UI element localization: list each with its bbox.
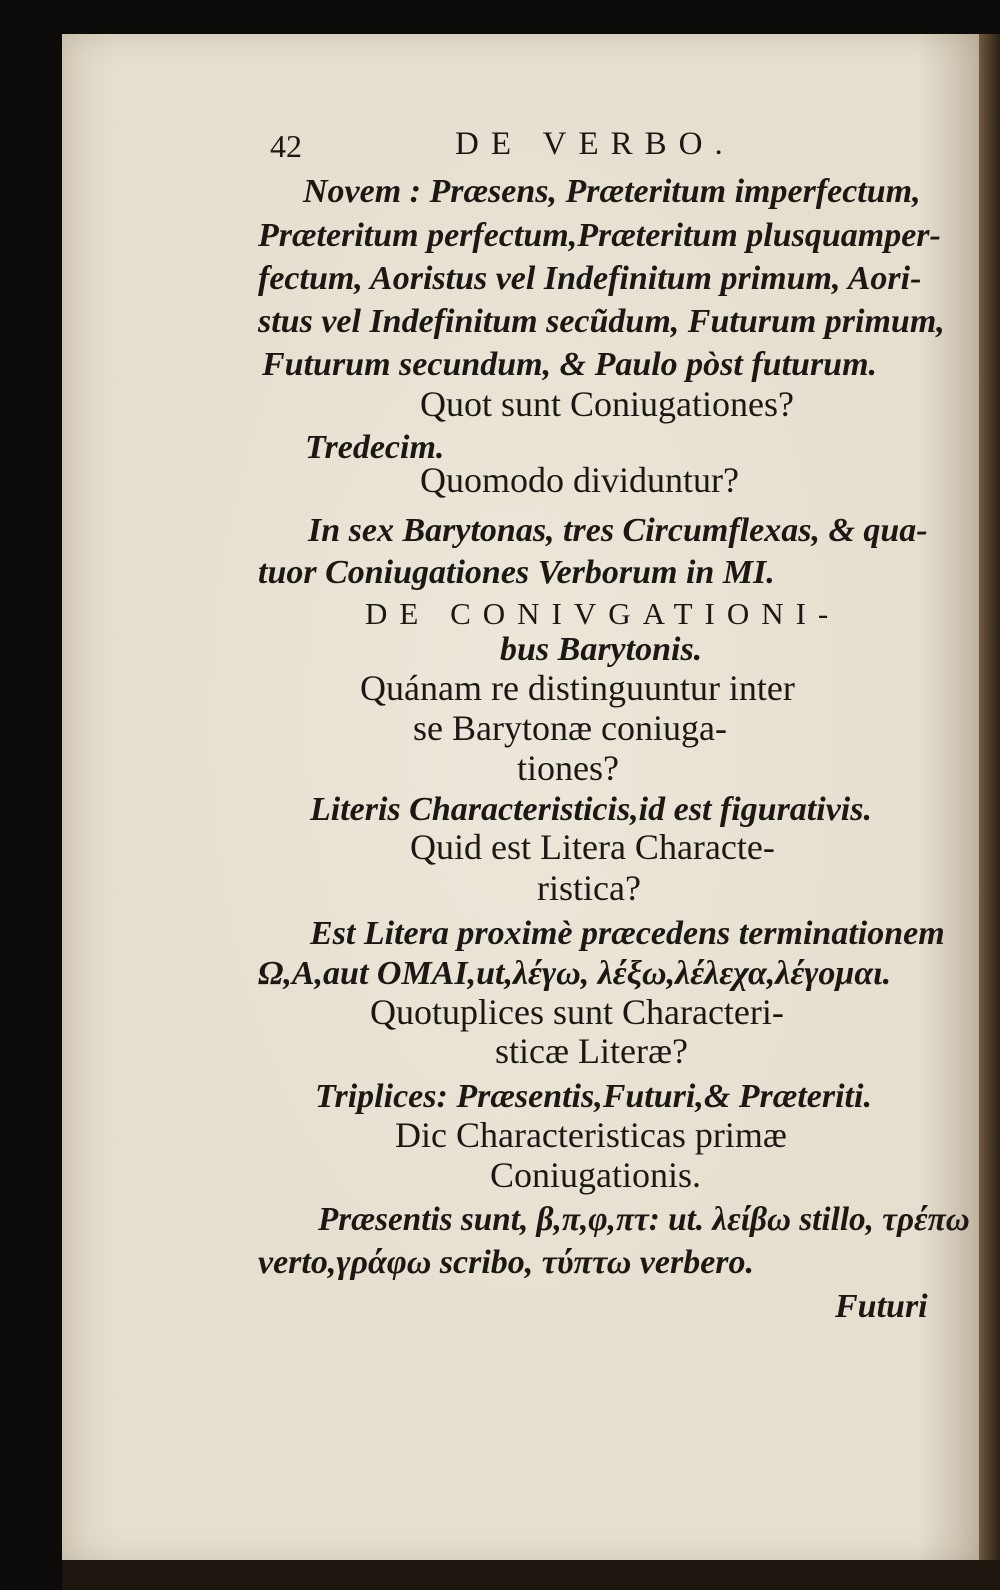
answer-line: Ω,A,aut OMAI,ut,λέγω, λέξω,λέλεχα,λέγομαι. <box>258 955 892 992</box>
text-line: tuor Coniugationes Verborum in MI. <box>258 554 775 591</box>
answer-line: Literis Characteristicis,id est figurativis. <box>310 791 872 828</box>
text-line: fectum, Aoristus vel Indefinitum primum, Aori- <box>258 260 922 297</box>
question-line: Quánam re distinguuntur inter <box>360 668 795 708</box>
answer-line: verto,γράφω scribo, τύπτω verbero. <box>258 1244 755 1281</box>
text-line: Præteritum perfectum,Præteritum plusquamper- <box>258 217 941 254</box>
question-line: sticæ Literæ? <box>495 1031 688 1071</box>
text-line: Futurum secundum, & Paulo pòst futurum. <box>262 346 878 383</box>
section-heading: DE CONIVGATIONI- <box>365 596 841 631</box>
question-line: Dic Characteristicas primæ <box>395 1115 787 1155</box>
question-line: Quotuplices sunt Characteri- <box>370 992 784 1032</box>
question-line: Quomodo dividuntur? <box>420 460 739 500</box>
question-line: Quot sunt Coniugationes? <box>420 384 794 424</box>
answer-line: Præsentis sunt, β,π,φ,πτ: ut. λείβω stillo, τρέπω <box>318 1201 970 1238</box>
section-heading-tail: bus Barytonis. <box>500 631 703 668</box>
bottom-edge <box>62 1560 1000 1590</box>
text-line: stus vel Indefinitum secũdum, Futurum primum, <box>258 303 945 340</box>
question-line: ristica? <box>537 868 641 908</box>
question-line: se Barytonæ coniuga- <box>413 708 727 748</box>
text-line: Novem : Præsens, Præteritum imperfectum, <box>303 173 921 210</box>
question-line: Quid est Litera Characte- <box>410 827 775 867</box>
answer-line: Triplices: Præsentis,Futuri,& Præteriti. <box>315 1078 872 1115</box>
question-line: tiones? <box>517 748 619 788</box>
page-edge <box>979 34 1000 1590</box>
answer-line: Est Litera proximè præcedens terminationem <box>310 915 945 952</box>
answer-line: Tredecim. <box>305 429 445 466</box>
question-line: Coniugationis. <box>490 1155 702 1195</box>
text-line: In sex Barytonas, tres Circumflexas, & qua- <box>308 512 928 549</box>
running-head: DE VERBO. <box>455 126 735 162</box>
catchword: Futuri <box>835 1288 928 1325</box>
folio-number: 42 <box>270 128 302 164</box>
